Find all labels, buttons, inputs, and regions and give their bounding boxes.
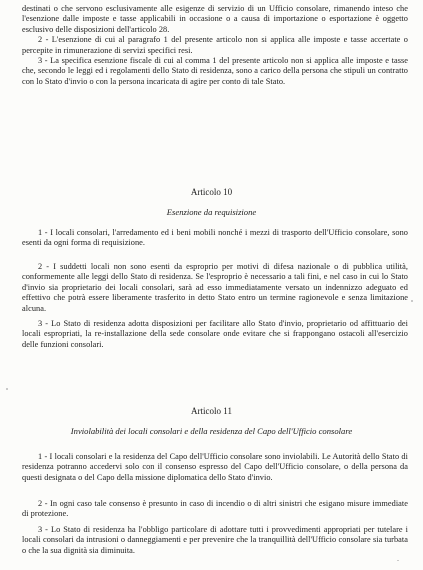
article-10-paragraph-3: 3 - Lo Stato di residenza adotta disposizioni per facilitare allo Stato d'invio, proprietario od affittuario dei locali espropriati, la re-installazione della sede consolare onde evitare che si frappongano ostacoli all'esercizio delle funzioni consolari. [22,319,408,349]
intro-paragraph-3: 3 - La specifica esenzione fiscale di cui al comma 1 del presente articolo non si applica alle imposte e tasse che, secondo le leggi ed i regolamenti dello Stato di residenza, sono a carico della persona che stipuli un contratto con lo Stato d'invio o con la persona incaricata di agire per conto di tale Stato. [22,56,408,86]
article-10-paragraph-1: 1 - I locali consolari, l'arredamento ed i beni mobili nonché i mezzi di trasporto dell'Ufficio consolare, sono esenti da ogni forma di requisizione. [22,228,408,248]
article-11-paragraph-3: 3 - Lo Stato di residenza ha l'obbligo particolare di adottare tutti i provvedimenti appropriati per tutelare i locali consolari da intrusioni o danneggiamenti e per prevenire che la tranquillità dell'Ufficio consolare sia turbata o che la sua dignità sia diminuita. [22,525,408,555]
article-10-subtitle: Esenzione da requisizione [166,207,257,217]
article-10-body [22,228,408,249]
article-11-paragraph-1: 1 - I locali consolari e la residenza del Capo dell'Ufficio consolare sono inviolabili. Le Autorità dello Stato di residenza potranno accedervi solo con il consenso espresso del Capo dell'Ufficio consolare, o della persona da questi designata o del Capo della missione diplomatica dello Stato d'invio. [22,452,408,482]
article-11-subtitle: Inviolabilità dei locali consolari e della residenza del Capo dell'Ufficio consolare [70,426,353,436]
article-11-body-3 [22,525,408,556]
scan-speck [6,388,8,390]
scan-speck [397,560,399,561]
article-11-body [22,452,408,483]
article-10-body-3 [22,319,408,350]
article-10-title: Articolo 10 [190,187,233,197]
article-10-body-2 [22,262,408,314]
intro-paragraph-1: destinati o che servono esclusivamente alle esigenze di servizio di un Ufficio consolare, rimanendo inteso che l'esenzione dalle imposte e tasse applicabili in occasione o a causa di importazione o esportazione è oggetto esclusivo delle disposizioni dell'articolo 28. [22,4,408,34]
article-11-body-2 [22,499,408,520]
intro-section [22,4,408,87]
intro-paragraph-2: 2 - L'esenzione di cui al paragrafo 1 del presente articolo non si applica alle imposte e tasse accertate o percepite in rimunerazione di servizi specifici resi. [22,35,408,55]
article-11-paragraph-2: 2 - In ogni caso tale consenso è presunto in caso di incendio o di altri sinistri che esigano misure immediate di protezione. [22,499,408,519]
article-11-title: Articolo 11 [191,406,232,416]
article-10-paragraph-2: 2 - I suddetti locali non sono esenti da esproprio per motivi di difesa nazionale o di pubblica utilità, conformemente alle leggi dello Stato di residenza. Se l'esproprio è necessario a tali fini, e nel caso in cui lo Stato d'invio sia proprietario dei locali consolari, sarà ad esso immediatamente versato un indennizzo adeguato ed effettivo che potrà essere liberamente trasferito in detto Stato entro un termine ragionevole e senza limitazione alcuna. [22,262,408,313]
scan-speck [411,300,413,302]
